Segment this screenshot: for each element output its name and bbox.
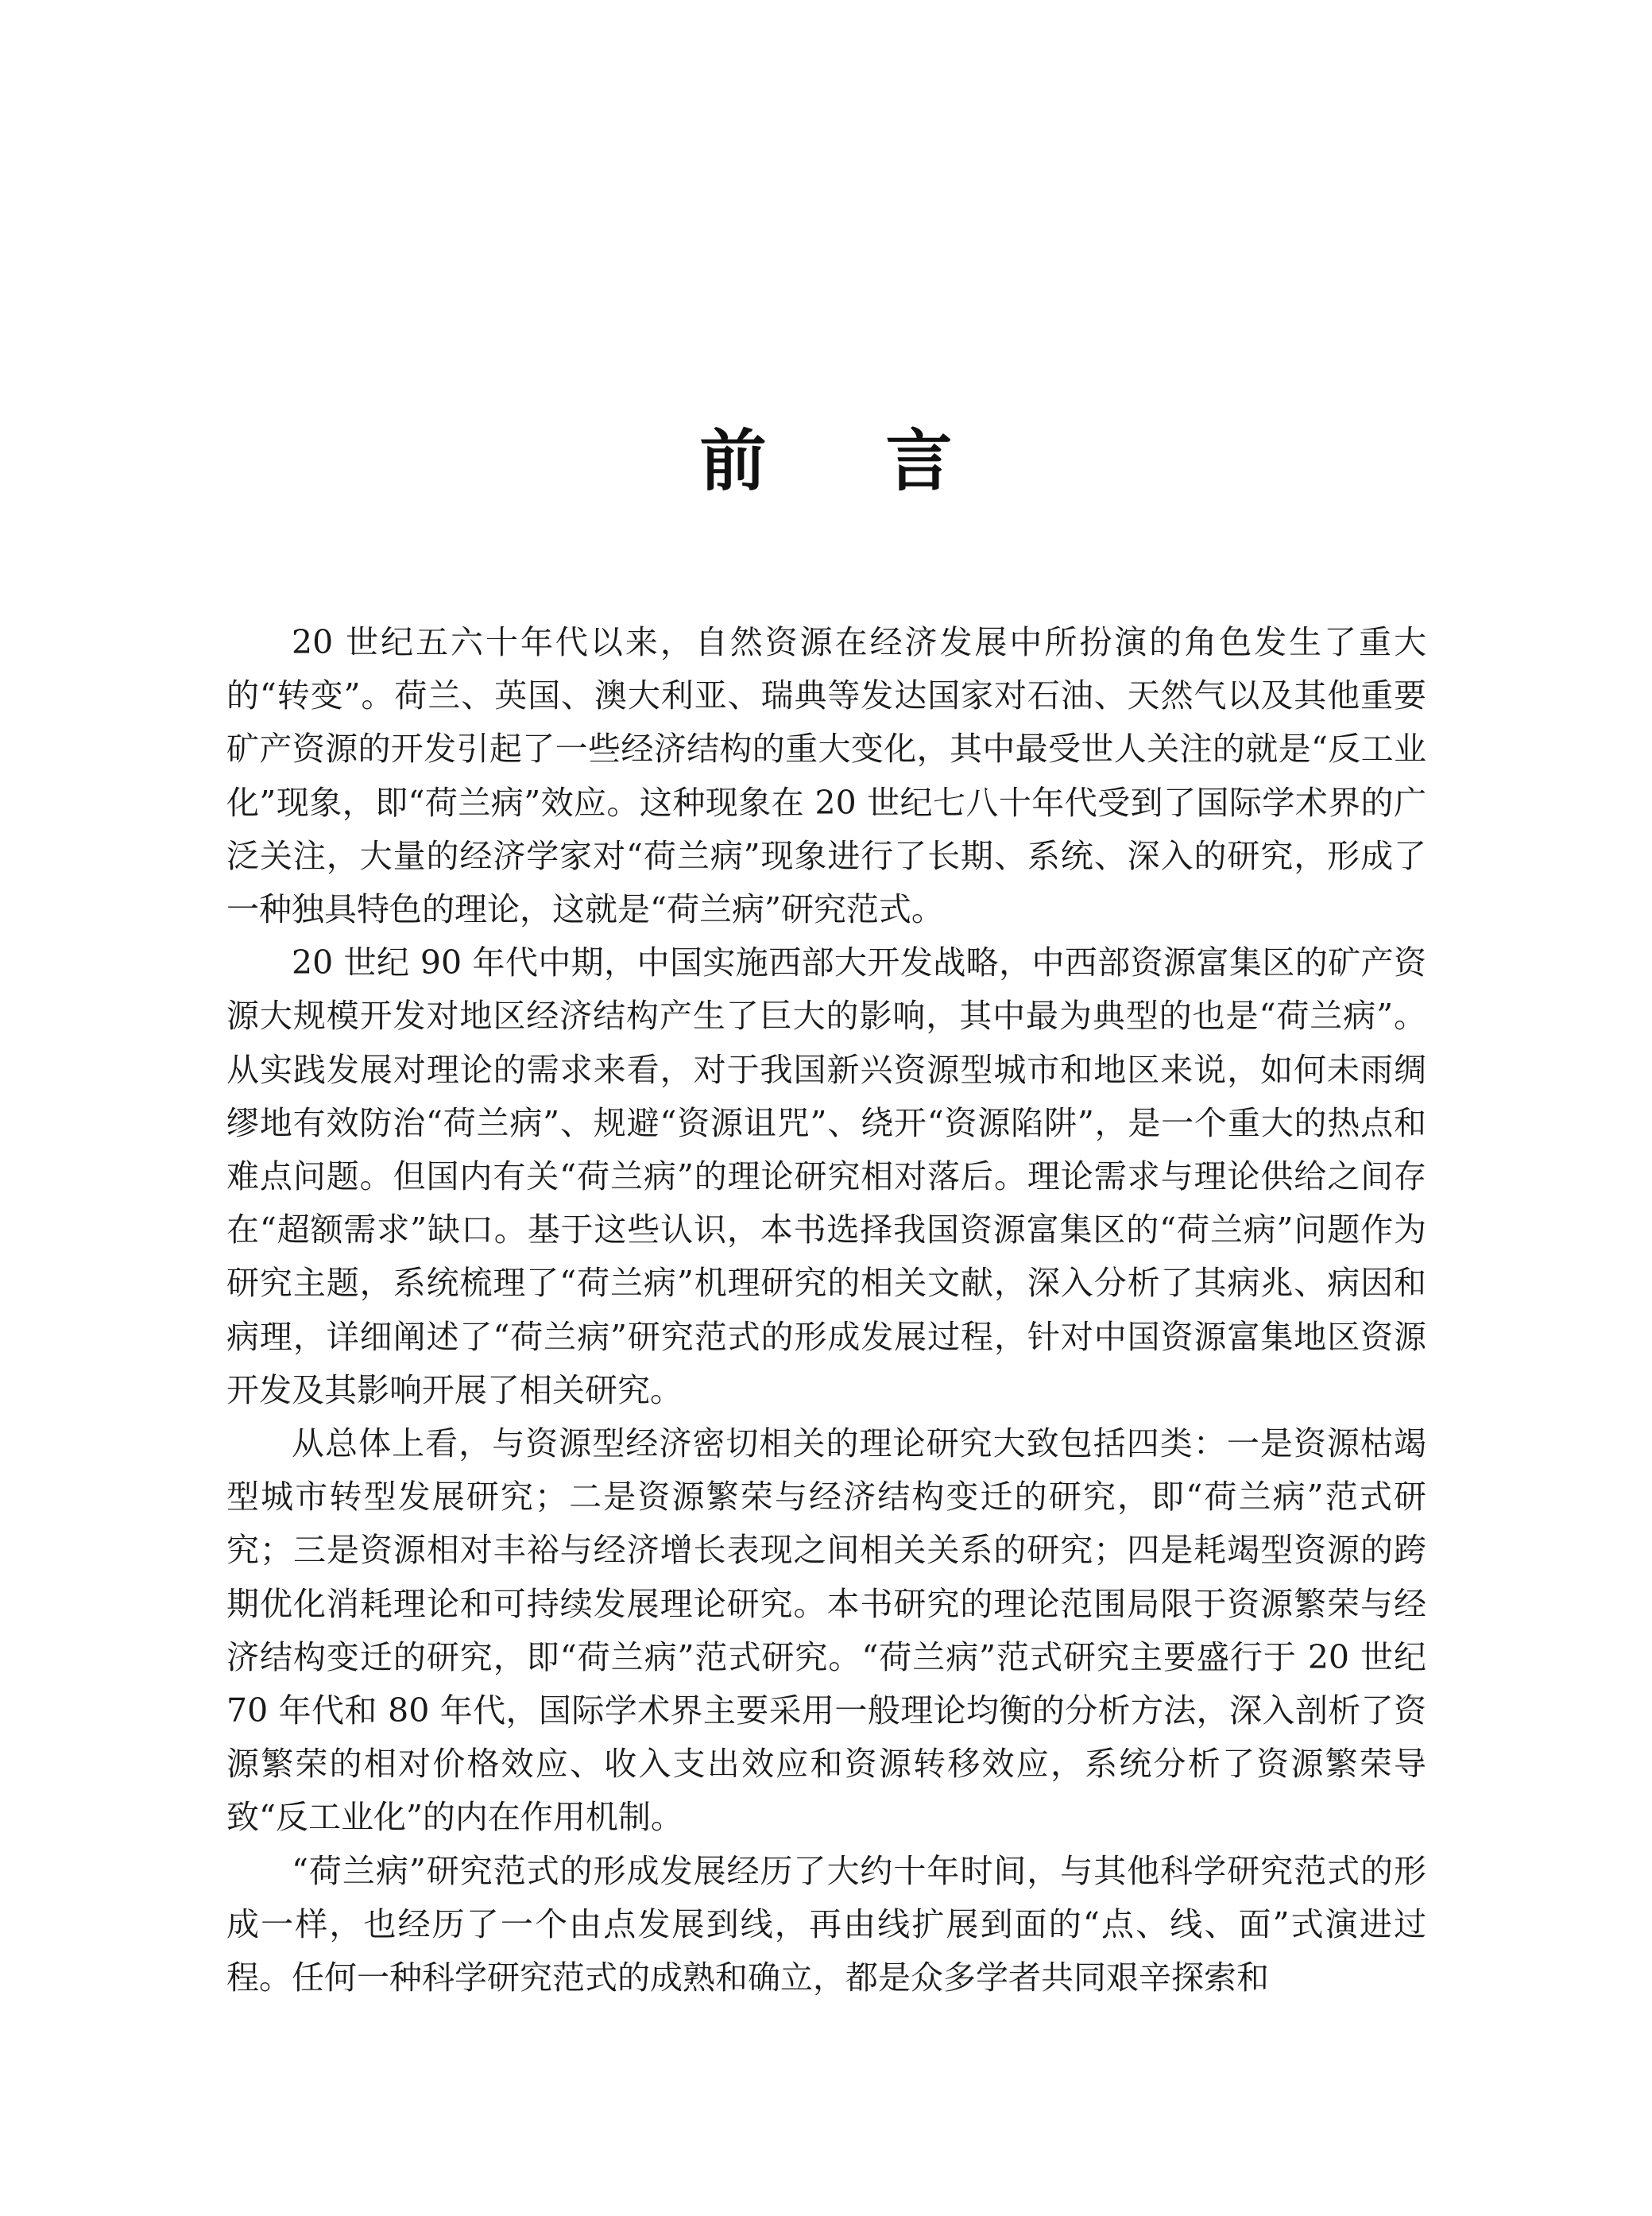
body-text xyxy=(226,616,1426,2005)
title-char-2: 言 xyxy=(885,421,953,500)
title-char-1: 前 xyxy=(699,421,767,500)
paragraph-1: 20 世纪五六十年代以来，自然资源在经济发展中所扮演的角色发生了重大的“转变”。荷兰、英国、澳大利亚、瑞典等发达国家对石油、天然气以及其他重要矿产资源的开发引起了一些经济结构的重大变化，其中最受世人关注的就是“反工业化”现象，即“荷兰病”效应。这种现象在 20 世纪七八十年代受到了国际学术界的广泛关注，大量的经济学家对“荷兰病”现象进行了长期、系统、深入的研究，形成了一种独具特色的理论，这就是“荷兰病”研究范式。 xyxy=(226,623,1426,929)
paragraph-4: “荷兰病”研究范式的形成发展经历了大约十年时间，与其他科学研究范式的形成一样，也经历了一个由点发展到线，再由线扩展到面的“点、线、面”式演进过程。任何一种科学研究范式的成熟和确立，都是众多学者共同艰辛探索和 xyxy=(226,1851,1426,1997)
page-title xyxy=(0,417,1652,505)
paragraph-3: 从总体上看，与资源型经济密切相关的理论研究大致包括四类：一是资源枯竭型城市转型发展研究；二是资源繁荣与经济结构变迁的研究，即“荷兰病”范式研究；三是资源相对丰裕与经济增长表现之间相关关系的研究；四是耗竭型资源的跨期优化消耗理论和可持续发展理论研究。本书研究的理论范围局限于资源繁荣与经济结构变迁的研究，即“荷兰病”范式研究。“荷兰病”范式研究主要盛行于 20 世纪 70 年代和 80 年代，国际学术界主要采用一般理论均衡的分析方法，深入剖析了资源繁荣的相对价格效应、收入支出效应和资源转移效应，系统分析了资源繁荣导致“反工业化”的内在作用机制。 xyxy=(226,1424,1426,1837)
paragraph-2: 20 世纪 90 年代中期，中国实施西部大开发战略，中西部资源富集区的矿产资源大规模开发对地区经济结构产生了巨大的影响，其中最为典型的也是“荷兰病”。从实践发展对理论的需求来看，对于我国新兴资源型城市和地区来说，如何未雨绸缪地有效防治“荷兰病”、规避“资源诅咒”、绕开“资源陷阱”，是一个重大的热点和难点问题。但国内有关“荷兰病”的理论研究相对落后。理论需求与理论供给之间存在“超额需求”缺口。基于这些认识，本书选择我国资源富集区的“荷兰病”问题作为研究主题，系统梳理了“荷兰病”机理研究的相关文献，深入分析了其病兆、病因和病理，详细阐述了“荷兰病”研究范式的形成发展过程，针对中国资源富集地区资源开发及其影响开展了相关研究。 xyxy=(226,943,1426,1409)
